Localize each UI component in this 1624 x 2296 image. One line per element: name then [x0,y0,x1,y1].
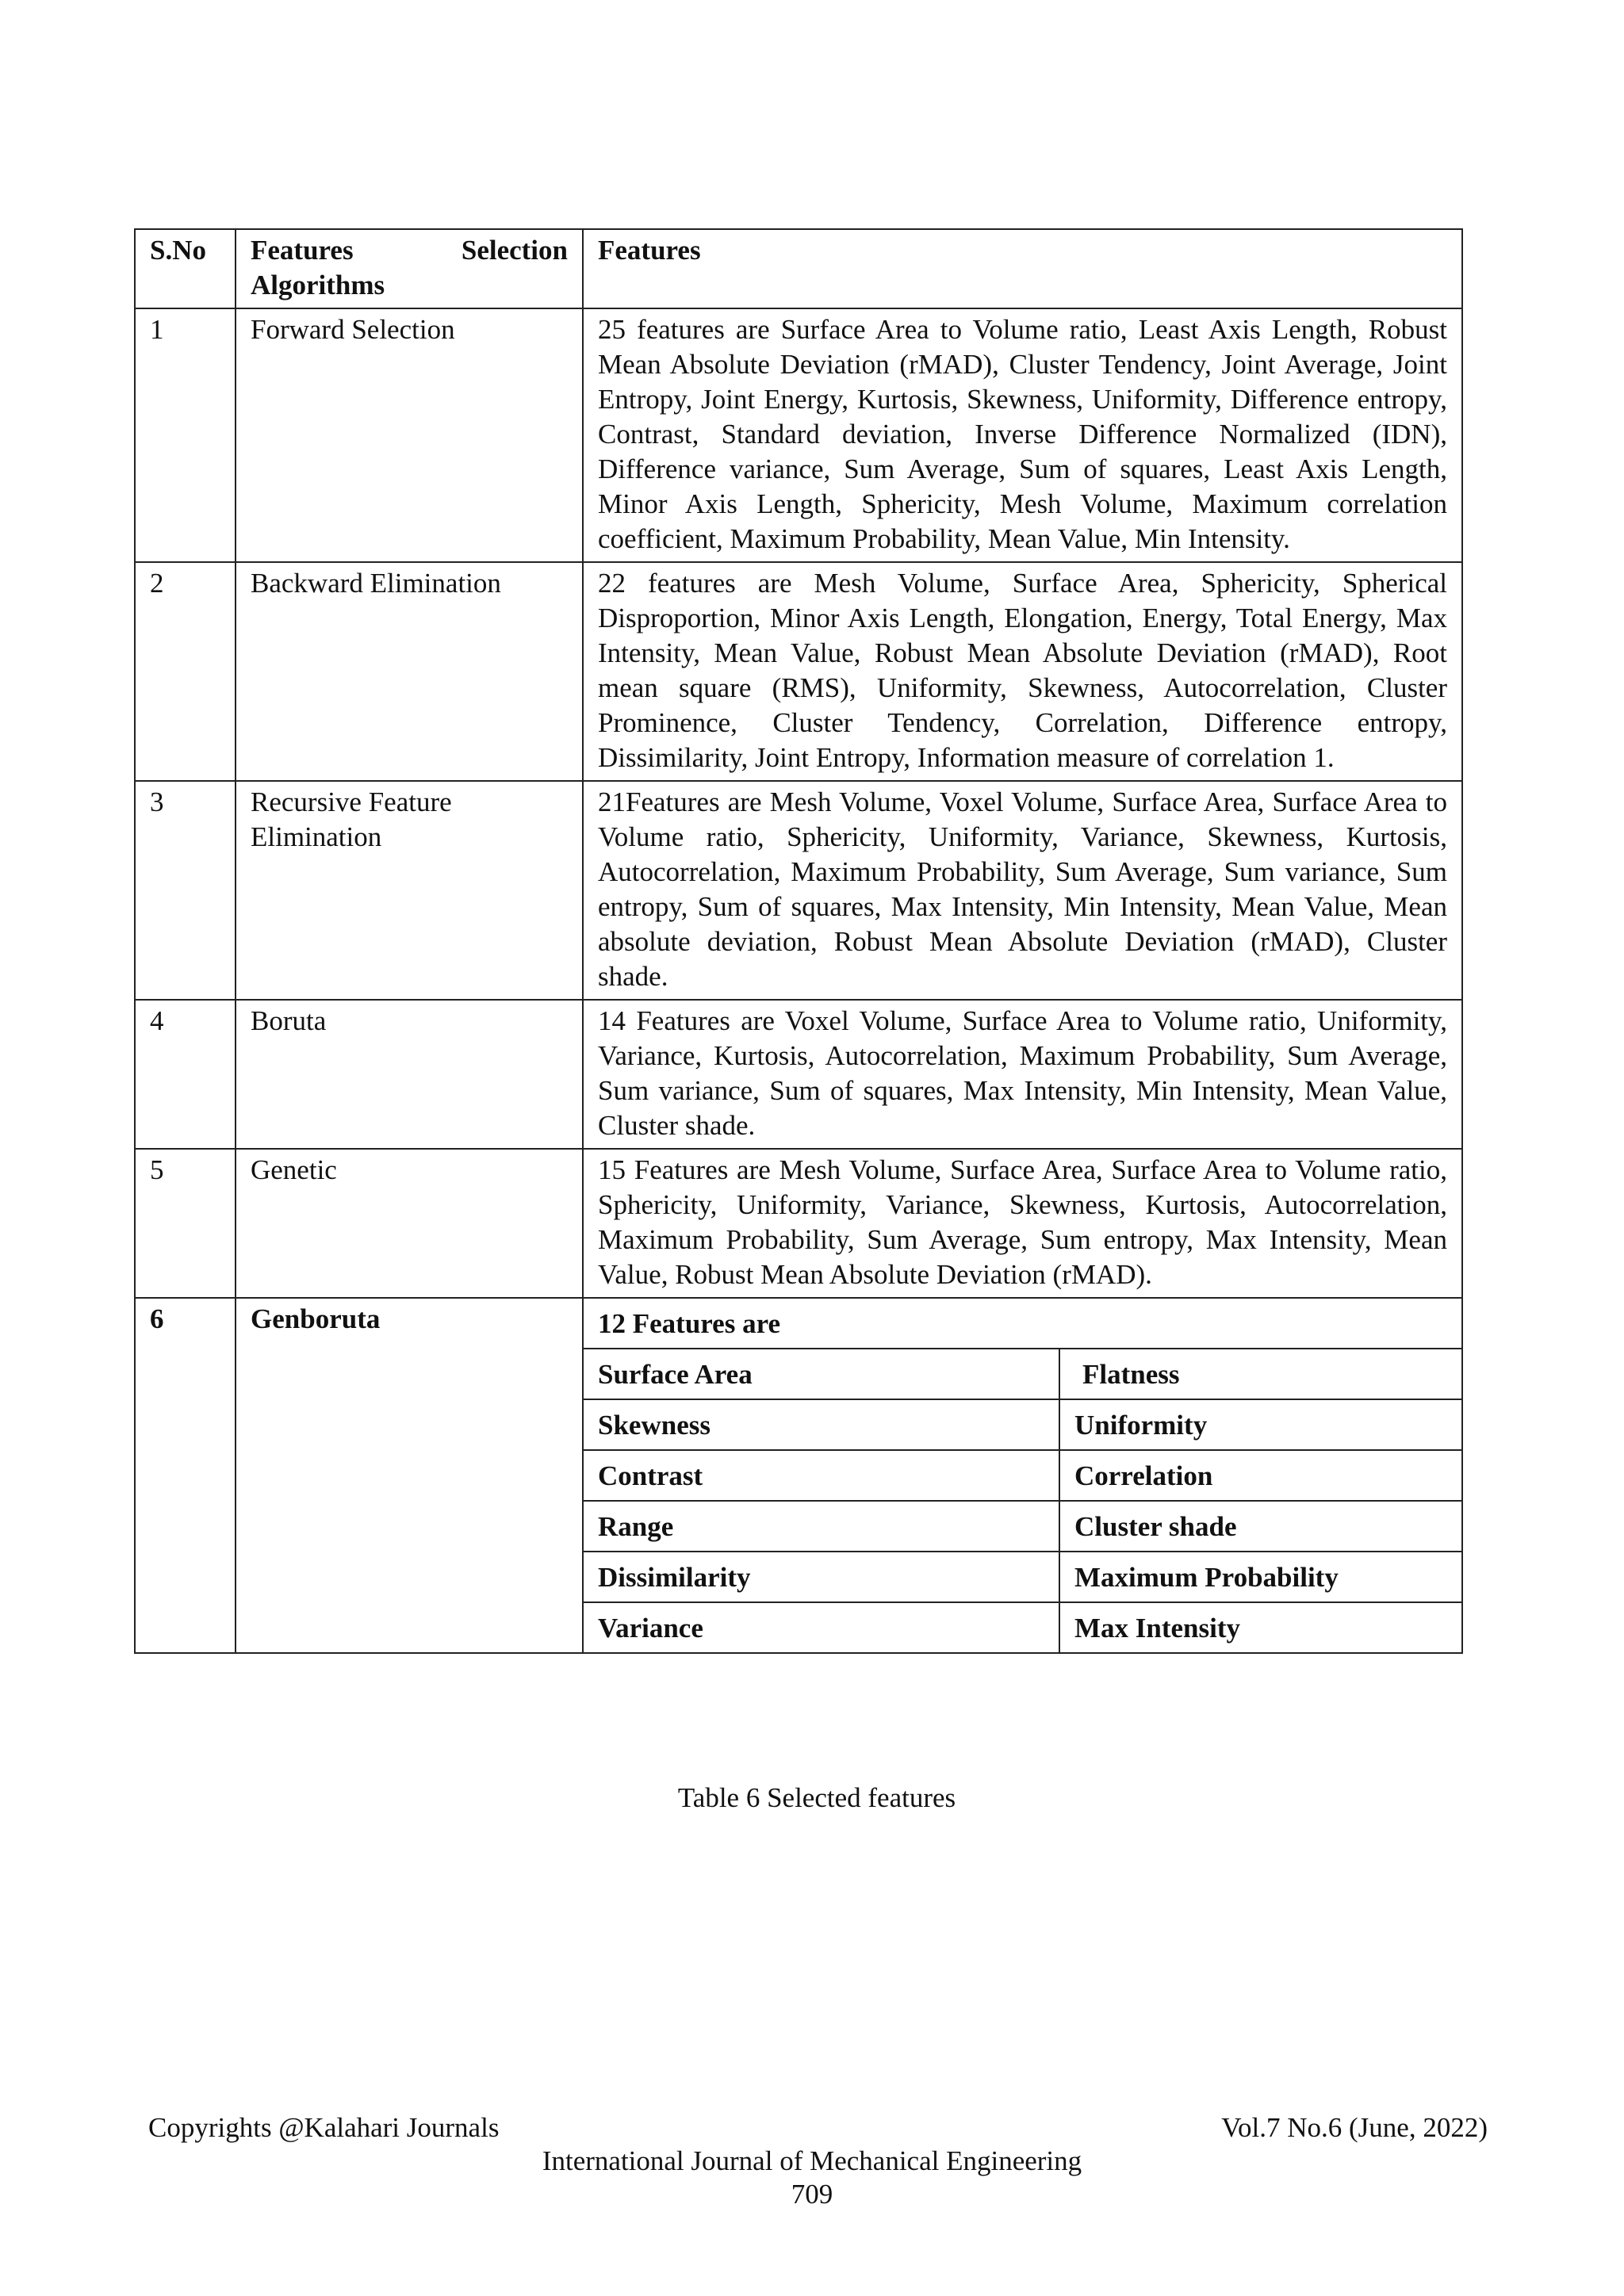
selected-features-table [134,228,1463,1654]
header-algorithms-word2: Selection [461,235,568,266]
row-sno: 5 [135,1149,236,1298]
genboruta-feature: Surface Area [584,1349,1059,1399]
genboruta-pair-row [584,1501,1463,1552]
row-sno: 4 [135,1000,236,1149]
genboruta-feature: Cluster shade [1059,1501,1463,1552]
table-header-row [135,229,1462,308]
genboruta-feature: Variance [584,1602,1059,1652]
row-features: 21Features are Mesh Volume, Voxel Volume, Surface Area, Surface Area to Volume ratio, Sphericity, Uniformity, Variance, Skewness, Kurtosis, Autocorrelation, Maximum Probability, Sum Average, Sum variance, Sum entropy, Sum of squares, Max Intensity, Min Intensity, Mean Value, Mean absolute deviation, Robust Mean Absolute Deviation (rMAD), Cluster shade. [583,781,1462,1000]
genboruta-features-subtable [584,1299,1463,1652]
row-algorithm: Forward Selection [236,308,583,562]
genboruta-feature: Correlation [1059,1450,1463,1501]
genboruta-features-cell [583,1298,1462,1653]
row-sno: 6 [135,1298,236,1653]
header-sno: S.No [135,229,236,308]
footer-volume: Vol.7 No.6 (June, 2022) [1221,2112,1488,2143]
genboruta-feature: Maximum Probability [1059,1552,1463,1602]
header-algorithms [236,229,583,308]
table-caption: Table 6 Selected features [677,1782,956,1813]
genboruta-pair-row [584,1552,1463,1602]
genboruta-feature: Range [584,1501,1059,1552]
genboruta-feature: Contrast [584,1450,1059,1501]
row-features: 15 Features are Mesh Volume, Surface Area, Surface Area to Volume ratio, Sphericity, Uniformity, Variance, Skewness, Kurtosis, Autocorrelation, Maximum Probability, Sum Average, Sum entropy, Max Intensity, Mean Value, Robust Mean Absolute Deviation (rMAD). [583,1149,1462,1298]
genboruta-pair-row [584,1399,1463,1450]
genboruta-pair-row [584,1349,1463,1399]
table-row [135,308,1462,562]
genboruta-heading: 12 Features are [584,1299,1463,1349]
row-features: 22 features are Mesh Volume, Surface Area, Sphericity, Spherical Disproportion, Minor Axis Length, Elongation, Energy, Total Energy, Max Intensity, Mean Value, Robust Mean Absolute Deviation (rMAD), Root mean square (RMS), Uniformity, Skewness, Autocorrelation, Cluster Prominence, Cluster Tendency, Correlation, Difference entropy, Dissimilarity, Joint Entropy, Information measure of correlation 1. [583,562,1462,781]
genboruta-feature: Dissimilarity [584,1552,1059,1602]
row-features: 14 Features are Voxel Volume, Surface Area to Volume ratio, Uniformity, Variance, Kurtosis, Autocorrelation, Maximum Probability, Sum Average, Sum variance, Sum of squares, Max Intensity, Min Intensity, Mean Value, Cluster shade. [583,1000,1462,1149]
header-features: Features [583,229,1462,308]
table-row [135,562,1462,781]
row-algorithm: Backward Elimination [236,562,583,781]
header-algorithms-word3: Algorithms [251,270,385,300]
table-row-genboruta [135,1298,1462,1653]
table-row [135,1149,1462,1298]
genboruta-heading-row [584,1299,1463,1349]
genboruta-pair-row [584,1450,1463,1501]
footer-copyright: Copyrights @Kalahari Journals [148,2112,500,2143]
genboruta-pair-row [584,1602,1463,1652]
genboruta-feature: Uniformity [1059,1399,1463,1450]
row-algorithm: Boruta [236,1000,583,1149]
row-sno: 3 [135,781,236,1000]
footer-journal-name: International Journal of Mechanical Engineering [542,2145,1082,2176]
table-row [135,1000,1462,1149]
row-algorithm: Recursive Feature Elimination [236,781,583,1000]
row-sno: 2 [135,562,236,781]
genboruta-feature: Flatness [1059,1349,1463,1399]
genboruta-feature: Skewness [584,1399,1059,1450]
row-features: 25 features are Surface Area to Volume ratio, Least Axis Length, Robust Mean Absolute Deviation (rMAD), Cluster Tendency, Joint Average, Joint Entropy, Joint Energy, Kurtosis, Skewness, Uniformity, Difference entropy, Contrast, Standard deviation, Inverse Difference Normalized (IDN), Difference variance, Sum Average, Sum of squares, Least Axis Length, Minor Axis Length, Sphericity, Mesh Volume, Maximum correlation coefficient, Maximum Probability, Mean Value, Min Intensity. [583,308,1462,562]
row-sno: 1 [135,308,236,562]
page-number: 709 [791,2179,833,2210]
row-algorithm: Genboruta [236,1298,583,1653]
table-row [135,781,1462,1000]
genboruta-feature: Max Intensity [1059,1602,1463,1652]
row-algorithm: Genetic [236,1149,583,1298]
header-algorithms-word1: Features [251,235,354,266]
